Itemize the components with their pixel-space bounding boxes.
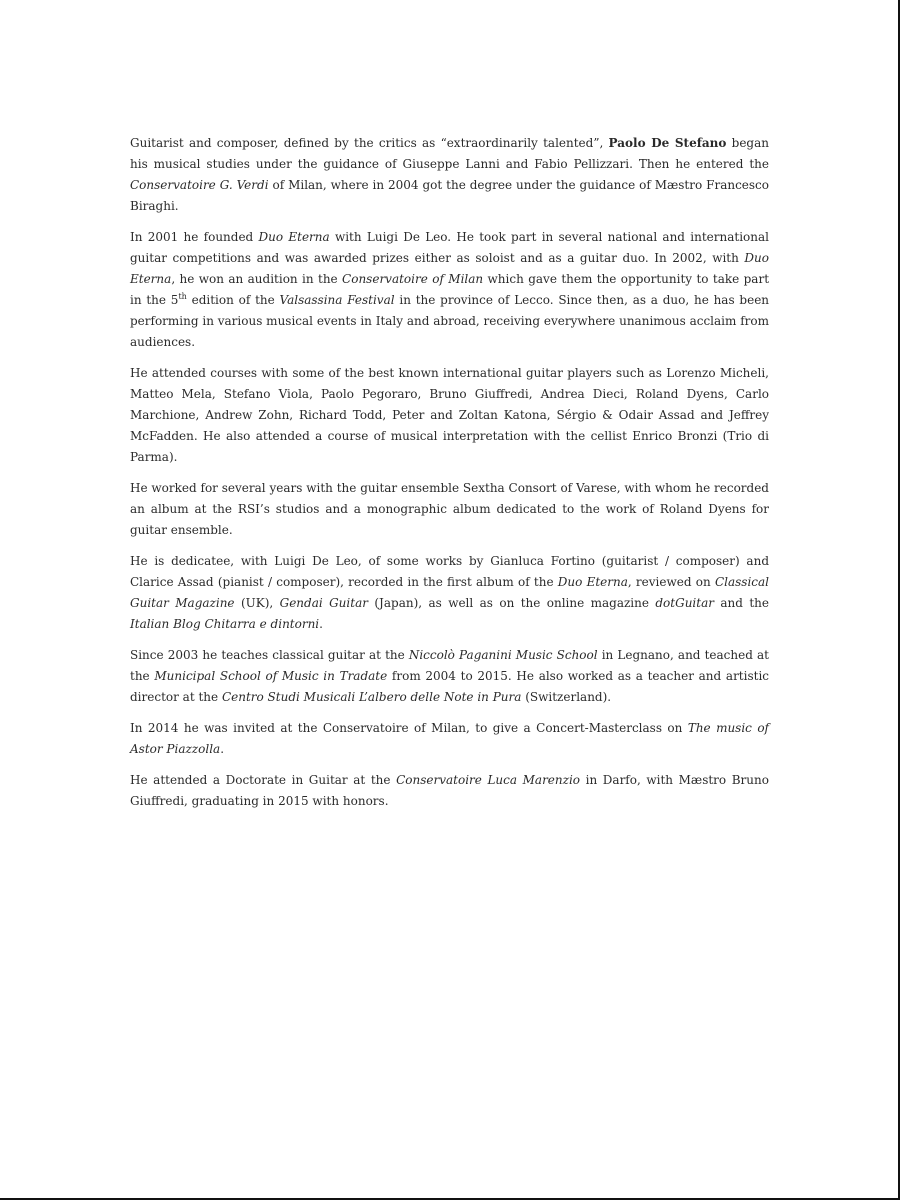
text-run-italic: Italian Blog Chitarra e dintorni	[130, 617, 320, 631]
paragraph-teaching	[130, 645, 769, 708]
text-run: and the	[713, 596, 769, 610]
text-run: , he won an audition in the	[171, 272, 343, 286]
text-run: began his musical studies under the guidance of Giuseppe Lanni and Fabio Pellizzari. Then he entered the	[130, 136, 769, 171]
text-run-italic: Conservatoire G. Verdi	[130, 178, 269, 192]
text-run: .	[220, 742, 225, 756]
text-run: which gave them the opportunity to take part in the 5	[130, 272, 770, 307]
text-run-italic: Municipal School of Music in Tradate	[154, 669, 388, 683]
text-run: (UK),	[234, 596, 280, 610]
paragraph-masterclass	[130, 718, 769, 760]
biography-text	[130, 133, 769, 822]
text-run-italic: Conservatoire of Milan	[342, 272, 484, 286]
text-run: Guitarist and composer, defined by the critics as “extraordinarily talented”,	[130, 136, 609, 150]
paragraph-dedicatee	[130, 551, 769, 635]
text-run-italic: dotGuitar	[655, 596, 714, 610]
text-run: .	[319, 617, 323, 631]
paragraph-duo-eterna	[130, 227, 769, 353]
text-run: in Legnano, and teached at the	[130, 648, 769, 683]
text-run-italic: The music of Astor Piazzolla	[130, 721, 769, 756]
text-run: Since 2003 he teaches classical guitar at the	[130, 648, 409, 662]
text-run-italic: Duo Eterna	[130, 251, 769, 286]
text-run: He attended a Doctorate in Guitar at the	[130, 773, 397, 787]
text-run: (Japan), as well as on the online magazine	[367, 596, 656, 610]
text-run-italic: Centro Studi Musicali L’albero delle Note in Pura	[221, 690, 522, 704]
text-run: with Luigi De Leo. He took part in several national and international guitar competitions and was awarded prizes either as soloist and as a guitar duo. In 2002, with	[130, 230, 769, 265]
text-run: , reviewed on	[627, 575, 715, 589]
ordinal-superscript: th	[178, 292, 187, 301]
paragraph-doctorate	[130, 770, 769, 812]
text-run: in Darfo, with Mæstro Bruno Giuffredi, graduating in 2015 with honors.	[130, 773, 769, 808]
text-run-italic: Gendai Guitar	[279, 596, 368, 610]
text-run: (Switzerland).	[521, 690, 612, 704]
text-run-italic: Duo Eterna	[258, 230, 330, 244]
text-run-italic: Niccolò Paganini Music School	[408, 648, 598, 662]
paragraph-sextha-consort	[130, 478, 769, 541]
text-run: In 2014 he was invited at the Conservatoire of Milan, to give a Concert-Masterclass on	[130, 721, 688, 735]
paragraph-intro	[130, 133, 769, 217]
text-run-italic: Classical Guitar Magazine	[130, 575, 769, 610]
text-run: He worked for several years with the guitar ensemble Sextha Consort of Varese, with whom he recorded an album at the RSI’s studios and a monographic album dedicated to the work of Roland Dyens for guitar ensemble.	[130, 481, 769, 537]
artist-name: Paolo De Stefano	[608, 136, 727, 150]
text-run: in the province of Lecco. Since then, as a duo, he has been performing in various musical events in Italy and abroad, receiving everywhere unanimous acclaim from audiences.	[130, 293, 770, 349]
text-run-italic: Valsassina Festival	[279, 293, 395, 307]
text-run-italic: Conservatoire Luca Marenzio	[396, 773, 581, 787]
paragraph-courses	[130, 363, 769, 468]
text-run: from 2004 to 2015. He also worked as a teacher and artistic director at the	[130, 669, 770, 704]
text-run: He attended courses with some of the best known international guitar players such as Lorenzo Micheli, Matteo Mela, Stefano Viola, Paolo Pegoraro, Bruno Giuffredi, Andrea Dieci, Roland Dyens, Carlo Marchione, Andrew Zohn, Richard Todd, Peter and Zoltan Katona, Sérgio & Odair Assad and Jeffrey McFadden. He also attended a course of musical interpretation with the cellist Enrico Bronzi (Trio di Parma).	[130, 366, 769, 464]
text-run: In 2001 he founded	[130, 230, 259, 244]
text-run: edition of the	[186, 293, 280, 307]
text-run-italic: Duo Eterna	[557, 575, 628, 589]
text-run: of Milan, where in 2004 got the degree under the guidance of Mæstro Francesco Biraghi.	[130, 178, 769, 213]
text-run: He is dedicatee, with Luigi De Leo, of some works by Gianluca Fortino (guitarist / composer) and Clarice Assad (pianist / composer), recorded in the first album of the	[130, 554, 769, 589]
